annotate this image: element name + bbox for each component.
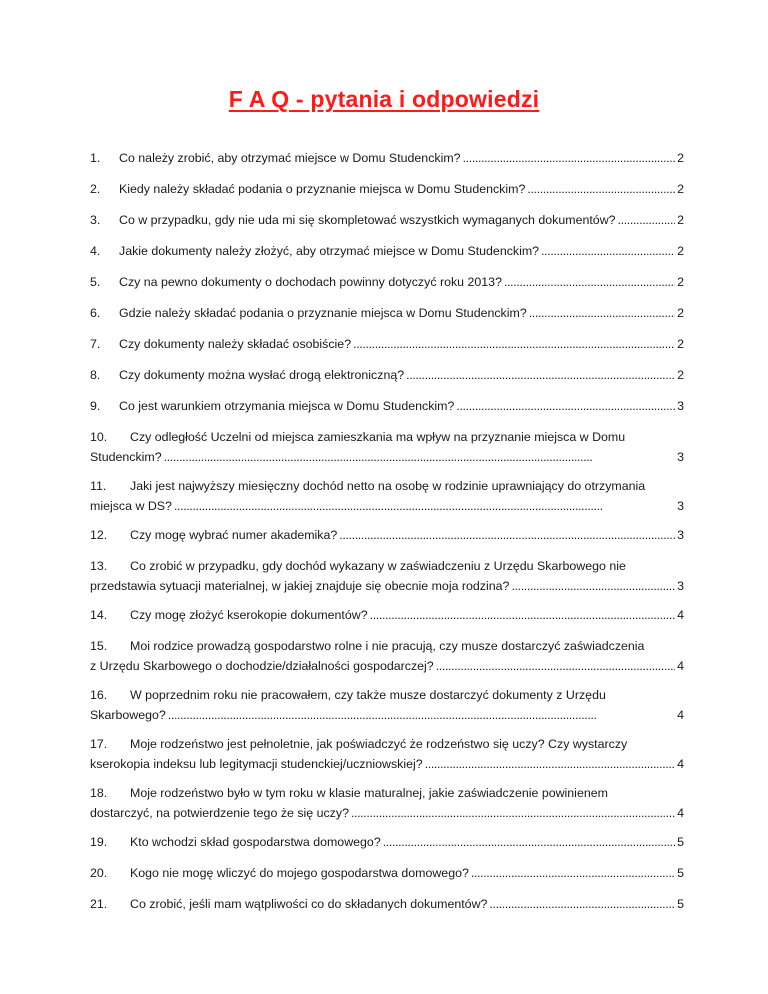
toc-entry-number: 16. [90,688,108,702]
toc-entry-number: 21. [90,897,108,911]
toc-entry-text: Jakie dokumenty należy złożyć, aby otrzymać miejsce w Domu Studenckim? [119,244,540,258]
toc-leader-dots [164,447,675,467]
toc-entry-text: Co jest warunkiem otrzymania miejsca w Domu Studenckim? [119,399,455,413]
toc-entry-text: Co w przypadku, gdy nie uda mi się skompletować wszystkich wymaganych dokumentów? [119,213,616,227]
toc-page-number: 3 [677,399,684,413]
toc-entry-text: dostarczyć, na potwierdzenie tego że się uczy? [90,806,349,820]
toc-entry-text: Kto wchodzi skład gospodarstwa domowego? [130,835,381,849]
toc-entry-text: Co należy zrobić, aby otrzymać miejsce w Domu Studenckim? [119,151,461,165]
toc-page-number: 2 [677,275,684,289]
toc-page-number: 5 [677,835,684,849]
page-title: F A Q - pytania i odpowiedzi [228,86,540,112]
toc-entry-number: 1. [90,151,101,165]
toc-entry-number: 12. [90,528,108,542]
toc-entry[interactable] [90,272,684,292]
toc-leader-dots [339,525,675,545]
toc-entry[interactable] [90,525,684,545]
toc-entry[interactable] [90,894,684,914]
toc-entry-text: miejsca w DS? [90,499,172,513]
toc-entry-number: 8. [90,368,101,382]
toc-entry-text: Moje rodzeństwo było w tym roku w klasie maturalnej, jakie zaświadczenie powinienem [130,786,608,800]
toc-entry-number: 4. [90,244,101,258]
toc-entry[interactable] [90,476,684,516]
toc-leader-dots [436,656,675,676]
toc-entry[interactable] [90,734,684,774]
toc-page-number: 3 [677,528,684,542]
toc-leader-dots [511,576,675,596]
toc-entry-text: Skarbowego? [90,708,166,722]
toc-entry-text: Co zrobić w przypadku, gdy dochód wykazany w zaświadczeniu z Urzędu Skarbowego nie [130,559,626,573]
toc-page-number: 4 [677,757,684,771]
toc-entry-text: Kogo nie mogę wliczyć do mojego gospodarstwa domowego? [130,866,469,880]
toc-leader-dots [527,179,675,199]
toc-entry-text: Czy mogę złożyć kserokopie dokumentów? [130,608,368,622]
toc-page-number: 3 [677,450,684,464]
toc-page-number: 3 [677,499,684,513]
toc-entry-text: Moi rodzice prowadzą gospodarstwo rolne i nie pracują, czy musze dostarczyć zaświadczenia [130,639,645,653]
toc-entry[interactable] [90,148,684,168]
toc-entry-number: 17. [90,737,108,751]
toc-entry-text: Czy dokumenty należy składać osobiście? [119,337,352,351]
toc-entry-number: 3. [90,213,101,227]
toc-leader-dots [353,334,675,354]
toc-entry-text: Kiedy należy składać podania o przyznanie miejsca w Domu Studenckim? [119,182,526,196]
toc-entry-number: 10. [90,430,108,444]
toc-entry-number: 15. [90,639,108,653]
toc-entry-number: 5. [90,275,101,289]
toc-page-number: 4 [677,659,684,673]
toc-entry-number: 19. [90,835,108,849]
toc-page-number: 3 [677,579,684,593]
toc-leader-dots [425,754,675,774]
toc-leader-dots [618,210,676,230]
toc-entry[interactable] [90,241,684,261]
toc-entry-text: Czy dokumenty można wysłać drogą elektroniczną? [119,368,405,382]
toc-entry-number: 20. [90,866,108,880]
toc-entry-text: Czy na pewno dokumenty o dochodach powinny dotyczyć roku 2013? [119,275,502,289]
toc-entry-text: kserokopia indeksu lub legitymacji studenckiej/uczniowskiej? [90,757,423,771]
toc-page-number: 2 [677,182,684,196]
toc-entry[interactable] [90,179,684,199]
toc-entry[interactable] [90,334,684,354]
toc-entry-number: 18. [90,786,108,800]
toc-entry-text: Gdzie należy składać podania o przyznanie miejsca w Domu Studenckim? [119,306,527,320]
toc-leader-dots [168,705,675,725]
toc-entry-number: 14. [90,608,108,622]
toc-entry-text: Studenckim? [90,450,162,464]
toc-page-number: 4 [677,806,684,820]
toc-page-number: 2 [677,368,684,382]
toc-entry-text: Czy odległość Uczelni od miejsca zamieszkania ma wpływ na przyznanie miejsca w Domu [130,430,626,444]
toc-entry[interactable] [90,396,684,416]
toc-leader-dots [351,803,675,823]
table-of-contents [90,148,684,925]
toc-page-number: 2 [677,244,684,258]
toc-leader-dots [529,303,675,323]
toc-entry-text: Jaki jest najwyższy miesięczny dochód netto na osobę w rodzinie uprawniający do otrzymania [130,479,646,493]
toc-entry[interactable] [90,783,684,823]
toc-leader-dots [504,272,675,292]
toc-page-number: 5 [677,897,684,911]
toc-entry[interactable] [90,863,684,883]
toc-leader-dots [541,241,675,261]
toc-leader-dots [489,894,675,914]
toc-entry-number: 13. [90,559,108,573]
toc-leader-dots [471,863,675,883]
toc-page-number: 2 [677,337,684,351]
toc-entry-text: Moje rodzeństwo jest pełnoletnie, jak poświadczyć że rodzeństwo się uczy? Czy wystarczy [130,737,628,751]
toc-entry[interactable] [90,365,684,385]
toc-entry-text: Co zrobić, jeśli mam wątpliwości co do składanych dokumentów? [130,897,488,911]
toc-entry-number: 9. [90,399,101,413]
toc-entry-text: przedstawia sytuacji materialnej, w jakiej znajduje się obecnie moja rodzina? [90,579,510,593]
toc-page-number: 2 [677,213,684,227]
toc-entry[interactable] [90,427,684,467]
toc-entry[interactable] [90,832,684,852]
toc-leader-dots [383,832,675,852]
toc-page-number: 4 [677,608,684,622]
toc-page-number: 2 [677,306,684,320]
toc-entry-text: W poprzednim roku nie pracowałem, czy także musze dostarczyć dokumenty z Urzędu [130,688,606,702]
toc-entry-number: 7. [90,337,101,351]
toc-leader-dots [463,148,676,168]
toc-leader-dots [174,496,675,516]
toc-leader-dots [456,396,675,416]
toc-entry-number: 11. [90,479,107,493]
toc-entry[interactable] [90,636,684,676]
toc-entry[interactable] [90,556,684,596]
toc-entry-number: 2. [90,182,101,196]
toc-entry[interactable] [90,685,684,725]
toc-page-number: 5 [677,866,684,880]
toc-entry-text: z Urzędu Skarbowego o dochodzie/działalności gospodarczej? [90,659,434,673]
toc-page-number: 4 [677,708,684,722]
toc-page-number: 2 [677,151,684,165]
toc-entry-number: 6. [90,306,101,320]
toc-entry[interactable] [90,303,684,323]
toc-leader-dots [406,365,675,385]
toc-entry[interactable] [90,210,684,230]
toc-leader-dots [370,605,675,625]
toc-entry[interactable] [90,605,684,625]
toc-entry-text: Czy mogę wybrać numer akademika? [130,528,338,542]
